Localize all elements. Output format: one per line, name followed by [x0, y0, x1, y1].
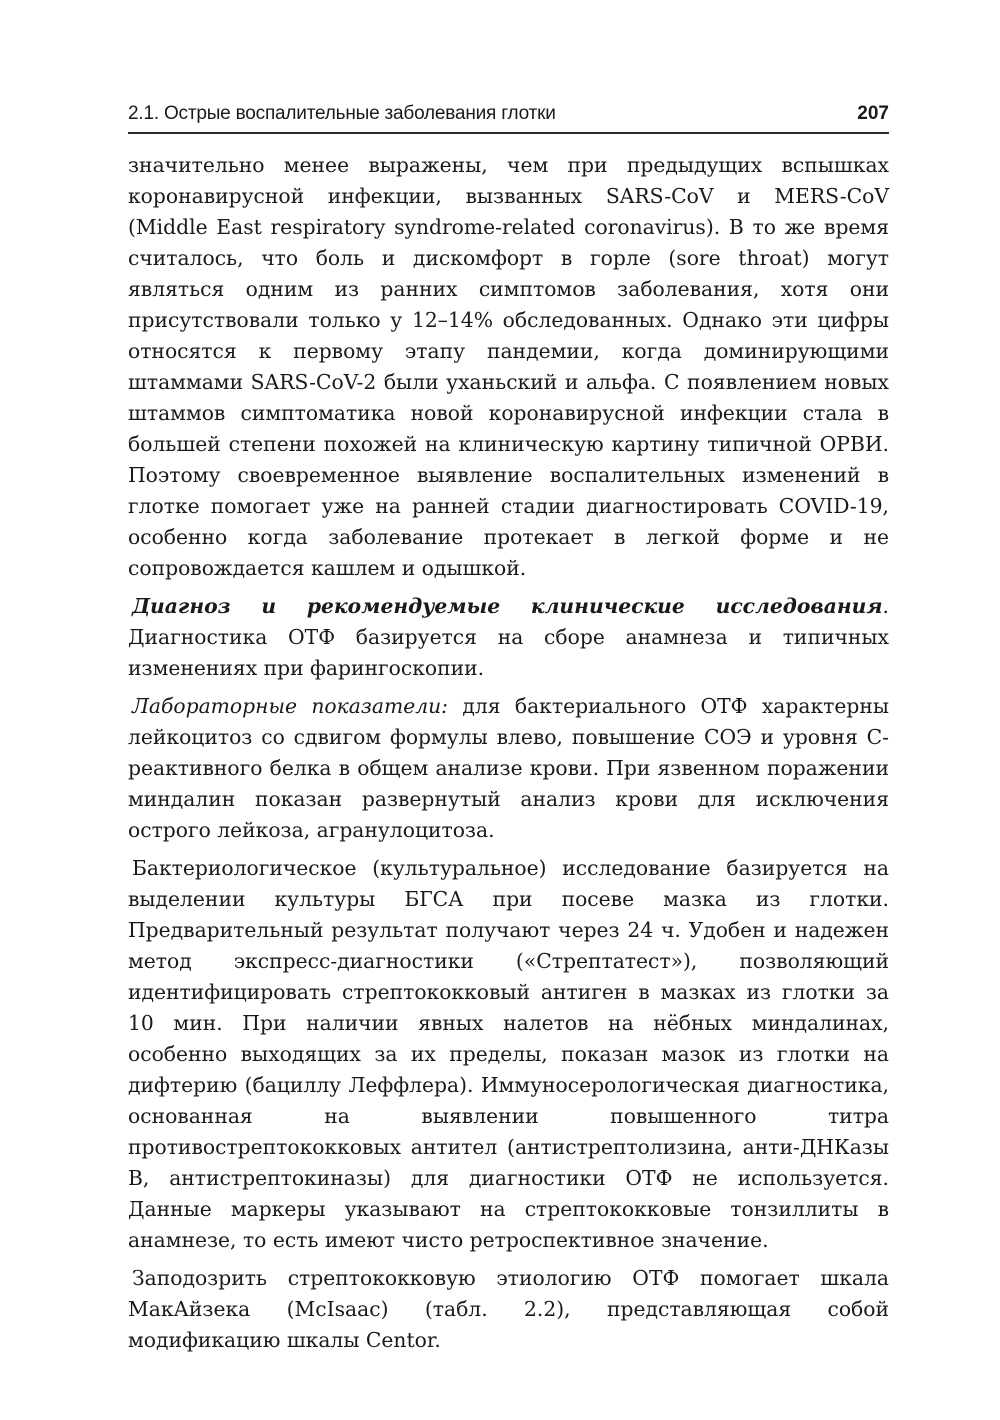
paragraph-diagnosis	[128, 591, 889, 684]
paragraph-covid-text: значительно менее выражены, чем при предыдущих вспышках коронавирусной инфекции, вызванных SARS-CoV и MERS-CoV (Middle East respiratory syndrome-related coronavirus). В то же время считалось, что боль и дискомфорт в горле (sore throat) могут являться одним из ранних симптомов заболевания, хотя они присутствовали только у 12–14% обследованных. Однако эти цифры относятся к первому этапу пандемии, когда доминирующими штаммами SARS-CoV-2 были уханьский и альфа. С появлением новых штаммов симптоматика новой коронавирусной инфекции стала в большей степени похожей на клиническую картину типичной ОРВИ. Поэтому своевременное выявление воспалительных изменений в глотке помогает уже на ранней стадии диагностировать COVID-19, особенно когда заболевание протекает в легкой форме и не сопровождается кашлем и одышкой.	[128, 153, 889, 580]
paragraph-bacteriology	[128, 853, 889, 1256]
diagnosis-text: . Диагностика ОТФ базируется на сборе анамнеза и типичных изменениях при фарингоскопии.	[128, 594, 889, 680]
lab-text: для бактериального ОТФ характерны лейкоцитоз со сдвигом формулы влево, повышение СОЭ и уровня С-реактивного белка в общем анализе крови. При язвенном поражении миндалин показан развернутый анализ крови для исключения острого лейкоза, агранулоцитоза.	[128, 694, 889, 842]
running-header	[128, 100, 889, 134]
lab-heading: Лабораторные показатели:	[132, 694, 449, 718]
paragraph-lab	[128, 691, 889, 846]
bacteriology-text: Бактериологическое (культуральное) исследование базируется на выделении культуры БГСА при посеве мазка из глотки. Предварительный результат получают через 24 ч. Удобен и надежен метод экспресс-диагностики («Стрептатест»), позволяющий идентифицировать стрептококковый антиген в мазках из глотки за 10 мин. При наличии явных налетов на нёбных миндалинах, особенно выходящих за их пределы, показан мазок из глотки на дифтерию (бациллу Леффлера). Иммуносерологическая диагностика, основанная на выявлении повышенного титра противострептококковых антител (антистрептолизина, анти-ДНКазы В, антистрептокиназы) для диагностики ОТФ не используется. Данные маркеры указывают на стрептококковые тонзиллиты в анамнезе, то есть имеют чисто ретроспективное значение.	[128, 856, 889, 1252]
paragraph-covid	[128, 150, 889, 584]
body-text	[128, 150, 889, 1356]
mcisaac-text: Заподозрить стрептококковую этиологию ОТФ помогает шкала МакАйзека (McIsaac) (табл. 2.2), представляющая собой модификацию шкалы Centor.	[128, 1266, 889, 1352]
section-title: 2.1. Острые воспалительные заболевания глотки	[128, 103, 556, 124]
diagnosis-heading: Диагноз и рекомендуемые клинические исследования	[132, 594, 883, 618]
page-number: 207	[857, 103, 889, 124]
paragraph-mcisaac	[128, 1263, 889, 1356]
